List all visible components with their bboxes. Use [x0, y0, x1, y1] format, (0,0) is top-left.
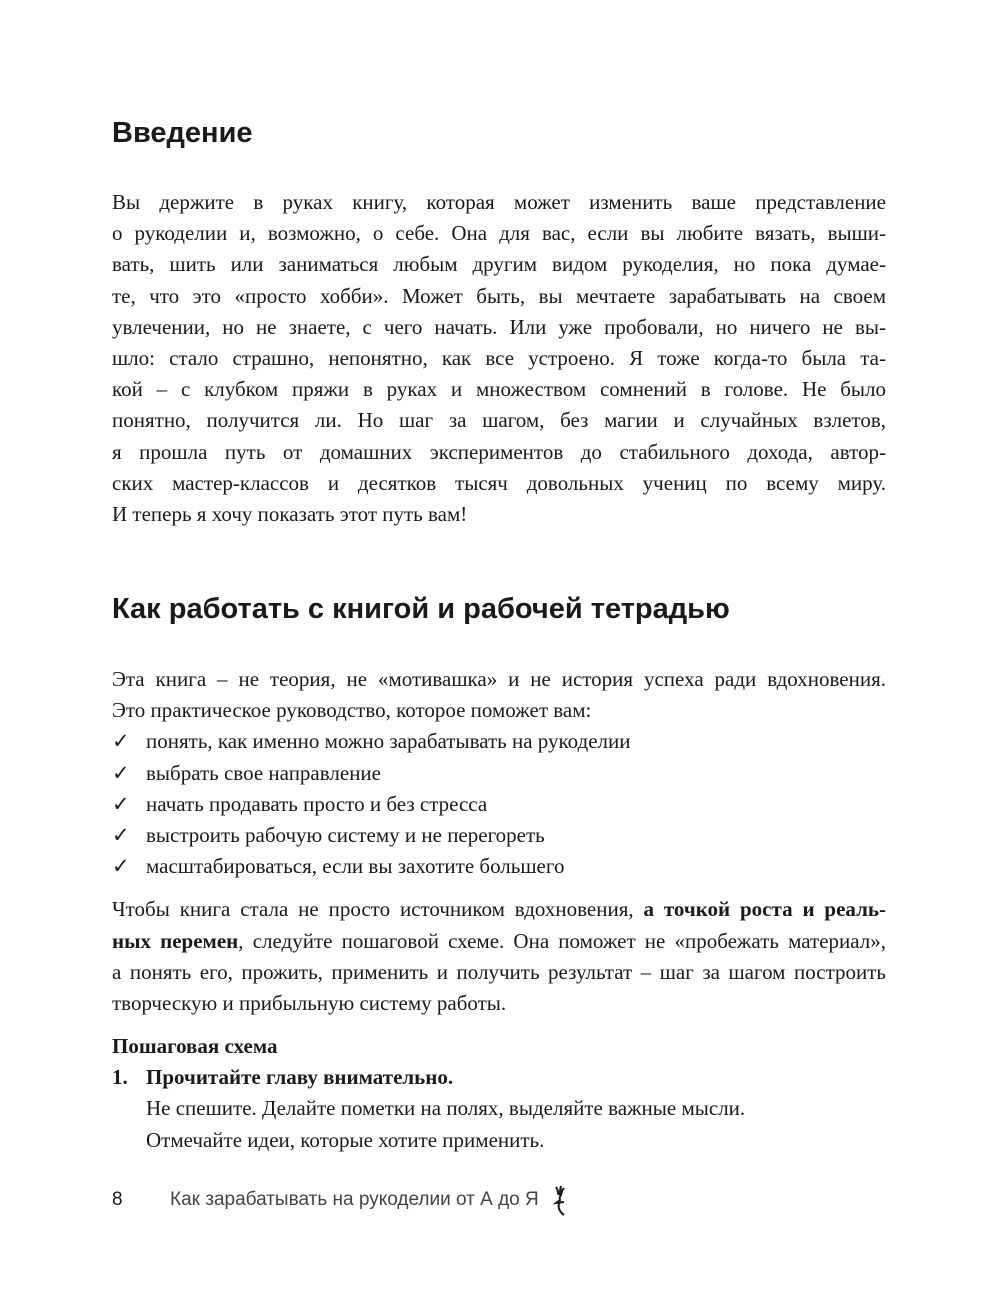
check-icon: ✓	[112, 729, 130, 754]
check-icon: ✓	[112, 854, 130, 879]
list-item-text: выстроить рабочую систему и не перегореть	[146, 822, 545, 847]
check-icon: ✓	[112, 760, 130, 785]
list-item	[112, 789, 886, 820]
text-line: а понять его, прожить, применить и получить результат – шаг за шагом построить	[112, 959, 886, 984]
running-title: Как зарабатывать на рукоделии от А до Я	[170, 1189, 539, 1210]
step-item	[112, 1062, 886, 1093]
text-span: Чтобы книга стала не просто источником вдохновения,	[112, 897, 644, 922]
step-line	[112, 1093, 886, 1124]
list-item-text: выбрать свое направление	[146, 760, 381, 785]
step-text: Не спешите. Делайте пометки на полях, выделяйте важные мысли.	[146, 1096, 746, 1121]
sprig-figure-icon	[548, 1185, 572, 1217]
step-line	[112, 1125, 886, 1156]
text-line: те, что это «просто хобби». Может быть, вы мечтаете зарабатывать на своем	[112, 283, 886, 308]
step-number: 1.	[112, 1065, 128, 1090]
heading-how-to-work: Как работать с книгой и рабочей тетрадью	[112, 593, 730, 625]
howto-section	[112, 664, 886, 1156]
text-line: я прошла путь от домашних экспериментов до стабильного дохода, автор-	[112, 439, 886, 464]
text-line: вать, шить или заниматься любым другим видом рукоделия, но пока думае-	[112, 252, 886, 277]
heading-introduction: Введение	[112, 117, 253, 149]
text-line	[112, 894, 886, 925]
text-span: , следуйте пошаговой схеме. Она поможет не «пробежать материал»,	[238, 928, 886, 953]
text-line: Вы держите в руках книгу, которая может изменить ваше представление	[112, 190, 886, 214]
text-line: И теперь я хочу показать этот путь вам!	[112, 501, 468, 526]
text-line	[112, 926, 886, 957]
text-line: Это практическое руководство, которое поможет вам:	[112, 698, 592, 723]
step-text: Отмечайте идеи, которые хотите применить.	[146, 1127, 545, 1152]
list-item-text: масштабироваться, если вы захотите большего	[146, 854, 565, 879]
text-line: ских мастер-классов и десятков тысяч довольных учениц по всему миру.	[112, 470, 886, 495]
list-item-text: понять, как именно можно зарабатывать на рукоделии	[146, 729, 631, 754]
list-item	[112, 851, 886, 882]
list-item	[112, 726, 886, 757]
text-line: понятно, получится ли. Но шаг за шагом, без магии и случайных взлетов,	[112, 408, 886, 433]
text-line: кой – с клубком пряжи в руках и множеством сомнений в голове. Не было	[112, 377, 886, 402]
bold-text: ных перемен	[112, 928, 239, 953]
bold-text: Пошаговая схема	[112, 1034, 278, 1059]
check-icon: ✓	[112, 791, 130, 816]
text-line: увлечении, но не знаете, с чего начать. Или уже пробовали, но ничего не вы-	[112, 314, 886, 339]
step-title: Прочитайте главу внимательно.	[146, 1065, 454, 1090]
scheme-title	[112, 1031, 886, 1062]
text-line: Эта книга – не теория, не «мотивашка» и не история успеха ради вдохновения.	[112, 667, 886, 691]
list-item-text: начать продавать просто и без стресса	[146, 791, 488, 816]
bold-text: а точкой роста и реаль-	[643, 897, 886, 922]
text-line: шло: стало страшно, непонятно, как все устроено. Я тоже когда-то была та-	[112, 345, 886, 370]
text-line: о рукоделии и, возможно, о себе. Она для вас, если вы любите вязать, выши-	[112, 221, 886, 246]
list-item	[112, 758, 886, 789]
check-icon: ✓	[112, 822, 130, 847]
intro-paragraph	[112, 187, 886, 530]
text-line: творческую и прибыльную систему работы.	[112, 990, 507, 1015]
list-item	[112, 820, 886, 851]
page-number: 8	[112, 1189, 123, 1210]
